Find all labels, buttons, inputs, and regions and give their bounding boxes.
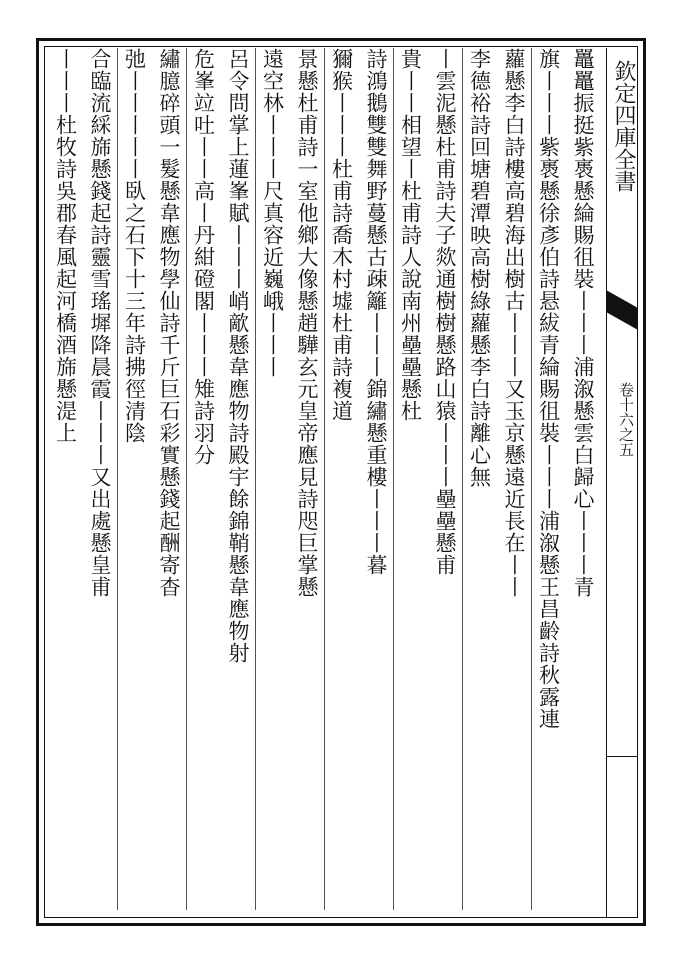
column-rule: [255, 48, 256, 910]
text-column: 貴丨丨相望丨杜甫詩人說南州壘壘懸杜: [398, 48, 423, 422]
text-column: 李德裕詩回塘碧潭映高樹綠蘿懸李白詩離心無: [467, 48, 492, 488]
margin-bottom-rule: [606, 756, 638, 757]
column-rule: [324, 48, 325, 910]
text-column: 旗丨丨丨紫褭懸徐彥伯詩悬紱青綸賜徂裝丨丨丨浦溆懸王昌齡詩秋露連: [536, 48, 561, 730]
text-column: 鼉鼉振挺紫褭懸綸賜徂裝丨丨丨浦溆懸雲白歸心丨丨丨青: [571, 48, 595, 598]
text-column: 繡臆碎頭一髮懸韋應物學仙詩千斤巨石彩實懸錢起酬寄杳: [157, 48, 181, 598]
column-rule: [393, 48, 394, 910]
column-rule: [117, 48, 118, 910]
text-column: 丨丨丨杜牧詩吳郡春風起河橋酒旆懸湜上: [53, 48, 78, 444]
fishtail-mark: [606, 290, 638, 350]
margin-divider: [606, 48, 607, 918]
text-column: 危峯竝吐丨丨高丨丹紺磴閣丨丨丨雉詩羽分: [191, 48, 216, 466]
book-title: 欽定四庫全書: [611, 60, 636, 192]
column-rule: [186, 48, 187, 910]
column-rule: [462, 48, 463, 910]
text-column: 遠空林丨丨丨尺真容近巍峨丨丨丨: [260, 48, 285, 378]
text-column: 獮猴丨丨丨杜甫詩喬木村墟杜甫詩複道: [329, 48, 354, 422]
text-column: 弛丨丨丨丨丨臥之石下十三年詩拂徑清陰: [122, 48, 147, 444]
text-column: 合臨流綵旆懸錢起詩靈雪瑤墀降晨霞丨丨丨又出處懸皇甫: [88, 48, 112, 598]
column-rule: [531, 48, 532, 910]
text-column: 詩鴻鵝雙雙舞野蔓懸古疎籬丨丨丨錦繡懸重樓丨丨丨暮: [364, 48, 388, 576]
text-column: 景懸杜甫詩一室他鄉大像懸趙驊玄元皇帝應見詩咫巨掌懸: [295, 48, 319, 598]
text-column: 丨雲泥懸杜甫詩夫子欻通樹樹懸路山猿丨丨丨壘壘懸甫: [433, 48, 457, 576]
text-column: 蘿懸李白詩樓高碧海出樹古丨丨丨又玉京懸遠近長在丨丨: [502, 48, 526, 598]
text-column: 呂令問掌上蓮峯賦丨丨丨峭歒懸韋應物詩殿宇餘錦鞘懸韋應物射: [226, 48, 250, 664]
volume-label: 卷十六之五: [617, 382, 635, 457]
